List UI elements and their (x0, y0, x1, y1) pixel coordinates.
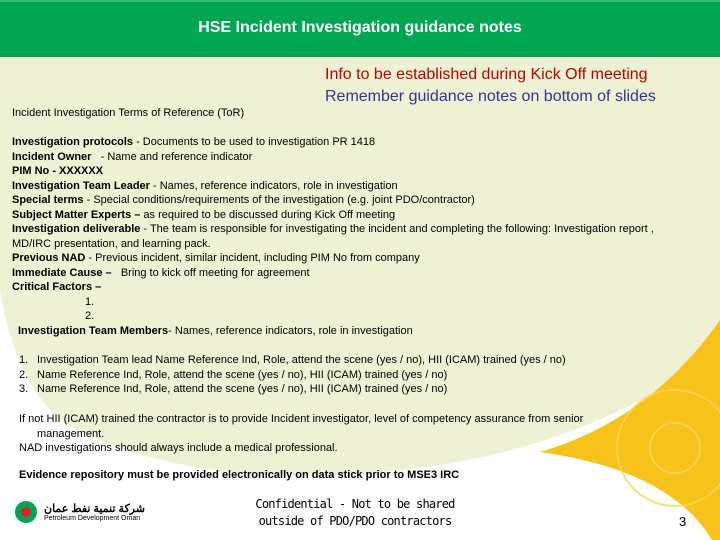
header-bar (0, 0, 720, 57)
nad-note: NAD investigations should always include a medical professional. (19, 442, 338, 454)
kickoff-note: Info to be established during Kick Off meeting (325, 66, 648, 83)
critical-factor-item: 2. (85, 310, 95, 322)
hii-note-cont: management. (37, 427, 105, 440)
term-text: - The team is responsible for investigating the incident and completing the following: Investigation report , MD/IRC presentation, and learning pack. (12, 223, 654, 250)
tor-heading: Incident Investigation Terms of Reference (ToR) (12, 107, 245, 119)
pdo-emblem-icon (14, 500, 38, 524)
term-text: - Documents to be used to investigation PR 1418 (133, 136, 376, 148)
critical-factor-item: 1. (85, 295, 95, 308)
list-text: Investigation Team lead Name Reference Ind, Role, attend the scene (yes / no), HII (ICAM) trained (yes / no) (37, 354, 566, 366)
term-pim (12, 164, 692, 179)
term-label: Critical Factors – (12, 281, 102, 293)
logo-english: Petroleum Development Oman (44, 515, 141, 522)
term-label: Investigation Team Members (18, 324, 169, 337)
term-deliverable (12, 222, 692, 251)
reminder-note: Remember guidance notes on bottom of slides (325, 88, 656, 105)
list-text: Name Reference Ind, Role, attend the scene (yes / no), HII (ICAM) trained (yes / no) (37, 383, 448, 395)
term-text: - Special conditions/requirements of the investigation (e.g. joint PDO/contractor) (83, 194, 475, 206)
logo-arabic: شركة تنمية نفط عمان (44, 503, 145, 515)
list-item (19, 353, 566, 368)
term-label: Incident Owner (12, 150, 92, 163)
guidance-paragraph (19, 412, 659, 456)
page-number: 3 (679, 514, 687, 529)
term-label: Previous NAD (12, 252, 86, 264)
term-text: - Names, reference indicators, role in investigation (149, 179, 398, 192)
list-number: 3. (19, 383, 29, 395)
term-label: Special terms (12, 194, 84, 206)
pdo-logo (14, 500, 145, 524)
term-label: Subject Matter Experts – (12, 208, 141, 221)
term-label: PIM No - XXXXXX (12, 165, 104, 177)
list-item (19, 382, 566, 397)
list-number: 2. (19, 368, 29, 381)
term-label: Immediate Cause – (12, 266, 112, 279)
term-label: Investigation deliverable (12, 223, 141, 235)
list-item (19, 368, 566, 383)
term-sme (12, 208, 692, 223)
confidential-line-1: Confidential - Not to be shared (255, 497, 455, 511)
term-previous-nad (12, 251, 692, 266)
team-member-list (19, 353, 566, 397)
term-label: Investigation Team Leader (12, 179, 150, 192)
term-text: - Previous incident, similar incident, including PIM No from company (85, 252, 420, 264)
term-special (12, 193, 692, 208)
terms-of-reference (12, 135, 692, 338)
term-text: - Names, reference indicators, role in investigation (168, 324, 413, 337)
term-critical-factors (12, 280, 692, 295)
term-label: Investigation protocols (12, 136, 134, 148)
confidential-line-2: outside of PDO/PDO contractors (258, 514, 452, 528)
term-team-members (12, 324, 692, 339)
term-text: - Name and reference indicator (91, 150, 253, 163)
term-protocols (12, 135, 692, 150)
list-text: Name Reference Ind, Role, attend the scene (yes / no), HII (ICAM) trained (yes / no) (37, 368, 448, 381)
term-immediate-cause (12, 266, 692, 281)
list-number: 1. (19, 354, 29, 366)
confidential-notice (230, 496, 480, 530)
term-team-leader (12, 179, 692, 194)
hii-note: If not HII (ICAM) trained the contractor is to provide Incident investigator, level of competency assurance from senior (19, 413, 584, 425)
term-owner (12, 150, 692, 165)
evidence-note: Evidence repository must be provided electronically on data stick prior to MSE3 IRC (19, 469, 460, 481)
term-text: as required to be discussed during Kick Off meeting (140, 208, 396, 221)
term-text: Bring to kick off meeting for agreement (111, 266, 310, 279)
slide-title: HSE Incident Investigation guidance notes (198, 19, 522, 36)
